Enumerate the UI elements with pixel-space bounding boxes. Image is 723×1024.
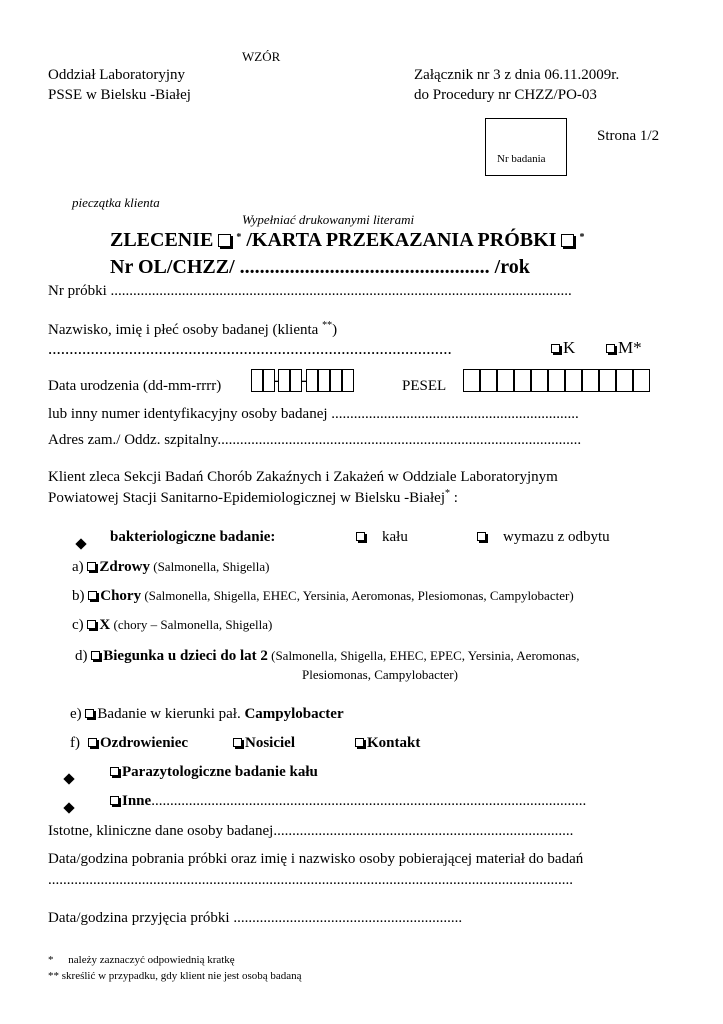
- option-e[interactable]: [70, 706, 344, 723]
- pesel-digit[interactable]: [633, 369, 650, 392]
- birth-year-1[interactable]: [306, 369, 318, 392]
- pesel-digit[interactable]: [582, 369, 599, 392]
- footnote-1: [48, 954, 235, 966]
- title-star1: *: [236, 232, 242, 243]
- nazwisko-label: [48, 320, 337, 339]
- d-rest: (Salmonella, Shigella, EHEC, EPEC, Yersinia, Aeromonas,: [267, 648, 580, 663]
- pesel-digit[interactable]: [497, 369, 514, 392]
- e-bold: Campylobacter: [244, 706, 344, 722]
- checkbox-zlecenie[interactable]: [218, 234, 231, 247]
- pesel-digit[interactable]: [599, 369, 616, 392]
- title-star2: *: [579, 232, 585, 243]
- nazwisko-dots-field[interactable]: ...............................................................................................: [48, 339, 452, 358]
- pobranie-label: Data/godzina pobrania próbki oraz imię i nazwisko osoby pobierającej materiał do badań: [48, 851, 584, 867]
- pesel-label: PESEL: [402, 378, 447, 394]
- data-urodzenia-label: Data urodzenia (dd-mm-rrrr): [48, 378, 222, 394]
- title-zlecenie: ZLECENIE: [110, 229, 214, 251]
- checkbox-chory[interactable]: [88, 591, 97, 600]
- bakt-label: bakteriologiczne badanie:: [110, 529, 276, 545]
- instruction-label: Wypełniać drukowanymi literami: [242, 212, 415, 227]
- birth-dash-2: -: [301, 371, 307, 389]
- f1-label: Ozdrowieniec: [100, 735, 189, 751]
- checkbox-m[interactable]: [606, 344, 615, 353]
- b-bold: Chory: [100, 588, 142, 604]
- inne-label: Inne: [122, 793, 152, 809]
- nazwisko-close: ): [332, 322, 338, 338]
- pesel-digit[interactable]: [480, 369, 497, 392]
- document-title: [110, 229, 584, 252]
- option-kalu[interactable]: [356, 529, 408, 546]
- checkbox-parazyt[interactable]: [110, 767, 119, 776]
- istotne-field[interactable]: Istotne, kliniczne dane osoby badanej................................................................................: [48, 823, 574, 839]
- d-rest2: Plesiomonas, Campylobacter): [302, 667, 458, 682]
- option-b[interactable]: [72, 588, 574, 605]
- c-letter: c): [72, 617, 84, 633]
- option-nosiciel[interactable]: [233, 735, 295, 752]
- pesel-digit[interactable]: [463, 369, 480, 392]
- option-inne[interactable]: [110, 793, 586, 810]
- pesel-boxes[interactable]: [463, 369, 650, 392]
- inny-nr-field[interactable]: lub inny numer identyfikacyjny osoby badanej ..................................................................: [48, 406, 579, 422]
- przyjecie-field[interactable]: Data/godzina przyjęcia próbki .............................................................: [48, 910, 463, 926]
- annex-line2: do Procedury nr CHZZ/PO-03: [414, 87, 597, 103]
- b-rest: (Salmonella, Shigella, EHEC, Yersinia, Aeromonas, Plesiomonas, Campylobacter): [141, 588, 574, 603]
- pesel-digit[interactable]: [514, 369, 531, 392]
- option-parazyt[interactable]: [110, 764, 318, 781]
- title-karta: /KARTA PRZEKAZANIA PRÓBKI: [246, 229, 557, 251]
- option-wymazu[interactable]: [477, 529, 610, 546]
- client-line2-sup: *: [445, 488, 451, 499]
- option-kontakt[interactable]: [355, 735, 420, 752]
- birth-year-2[interactable]: [318, 369, 330, 392]
- checkbox-campylobacter[interactable]: [85, 709, 94, 718]
- footnote-1-text: należy zaznaczyć odpowiednią kratkę: [68, 954, 235, 966]
- checkbox-k[interactable]: [551, 344, 560, 353]
- d-letter: d): [75, 648, 88, 664]
- b-letter: b): [72, 588, 85, 604]
- checkbox-zdrowy[interactable]: [87, 562, 96, 571]
- gender-m[interactable]: [606, 338, 642, 358]
- birth-month-1[interactable]: [278, 369, 290, 392]
- nr-badania-box[interactable]: [485, 118, 567, 176]
- client-line2: [48, 488, 458, 507]
- diamond-bullet: [77, 535, 85, 553]
- client-line2-text: Powiatowej Stacji Sanitarno-Epidemiologicznej w Bielsku -Białej: [48, 490, 446, 506]
- option-c[interactable]: [72, 617, 272, 634]
- annex-line1: Załącznik nr 3 z dnia 06.11.2009r.: [414, 67, 620, 83]
- option-ozdrowieniec[interactable]: [88, 735, 188, 752]
- e-text: Badanie w kierunki pał.: [97, 706, 245, 722]
- title-nr-line: Nr OL/CHZZ/ .................................................. /rok: [110, 256, 530, 278]
- checkbox-inne[interactable]: [110, 796, 119, 805]
- footnote-2-text: skreślić w przypadku, gdy klient nie jest osobą badaną: [59, 970, 302, 982]
- a-bold: Zdrowy: [99, 559, 150, 575]
- parazyt-label: Parazytologiczne badanie kału: [122, 764, 318, 780]
- client-line1: Klient zleca Sekcji Badań Chorób Zakaźnych i Zakażeń w Oddziale Laboratoryjnym: [48, 469, 558, 485]
- checkbox-x[interactable]: [87, 620, 96, 629]
- f2-label: Nosiciel: [245, 735, 295, 751]
- footnote-2: [48, 970, 302, 982]
- org-line2: PSSE w Bielsku -Białej: [48, 87, 191, 103]
- diamond-bullet: [65, 770, 73, 788]
- inne-dots: ....................................................................................................................: [151, 793, 587, 809]
- wymazu-label: wymazu z odbytu: [503, 529, 610, 545]
- wzor-label: WZÓR: [242, 49, 281, 64]
- checkbox-ozdrowieniec[interactable]: [88, 738, 97, 747]
- f-letter: f): [70, 735, 80, 751]
- checkbox-biegunka[interactable]: [91, 651, 100, 660]
- a-letter: a): [72, 559, 84, 575]
- birth-day-1[interactable]: [251, 369, 263, 392]
- a-rest: (Salmonella, Shigella): [149, 559, 270, 574]
- nazwisko-sup: **: [322, 320, 333, 331]
- k-label: K: [563, 338, 576, 357]
- m-label: M*: [618, 338, 642, 357]
- c-rest: (chory – Salmonella, Shigella): [110, 617, 273, 632]
- e-letter: e): [70, 706, 82, 722]
- d-bold: Biegunka u dzieci do lat 2: [103, 648, 268, 664]
- checkbox-kontakt[interactable]: [355, 738, 364, 747]
- pesel-digit[interactable]: [548, 369, 565, 392]
- pesel-digit[interactable]: [565, 369, 582, 392]
- nr-probki-field[interactable]: Nr próbki ...........................................................................................................................: [48, 283, 572, 299]
- option-d[interactable]: [75, 648, 579, 665]
- c-bold: X: [99, 617, 111, 633]
- diamond-bullet: [65, 799, 73, 817]
- adres-field[interactable]: Adres zam./ Oddz. szpitalny.................................................................................................: [48, 432, 582, 448]
- birth-year-3[interactable]: [330, 369, 342, 392]
- gender-k[interactable]: [551, 338, 575, 358]
- birth-dash-1: -: [274, 371, 280, 389]
- checkbox-wymazu[interactable]: [477, 532, 486, 541]
- pieczatka-label: pieczątka klienta: [72, 195, 160, 210]
- checkbox-nosiciel[interactable]: [233, 738, 242, 747]
- footnote-1-mark: *: [48, 954, 54, 966]
- pobranie-dots[interactable]: ............................................................................................................................................: [48, 872, 573, 888]
- client-line2-end: :: [450, 490, 458, 506]
- birthdate-boxes[interactable]: [251, 369, 354, 392]
- footnote-2-mark: **: [48, 970, 59, 982]
- checkbox-kalu[interactable]: [356, 532, 365, 541]
- pesel-digit[interactable]: [531, 369, 548, 392]
- page-number: Strona 1/2: [597, 128, 660, 144]
- org-line1: Oddział Laboratoryjny: [48, 67, 186, 83]
- nazwisko-text: Nazwisko, imię i płeć osoby badanej (klienta: [48, 322, 319, 338]
- kalu-label: kału: [382, 529, 408, 545]
- checkbox-karta[interactable]: [561, 234, 574, 247]
- nr-badania-label: Nr badania: [497, 153, 546, 165]
- option-a[interactable]: [72, 559, 270, 576]
- pesel-digit[interactable]: [616, 369, 633, 392]
- f3-label: Kontakt: [367, 735, 421, 751]
- birth-year-4[interactable]: [342, 369, 354, 392]
